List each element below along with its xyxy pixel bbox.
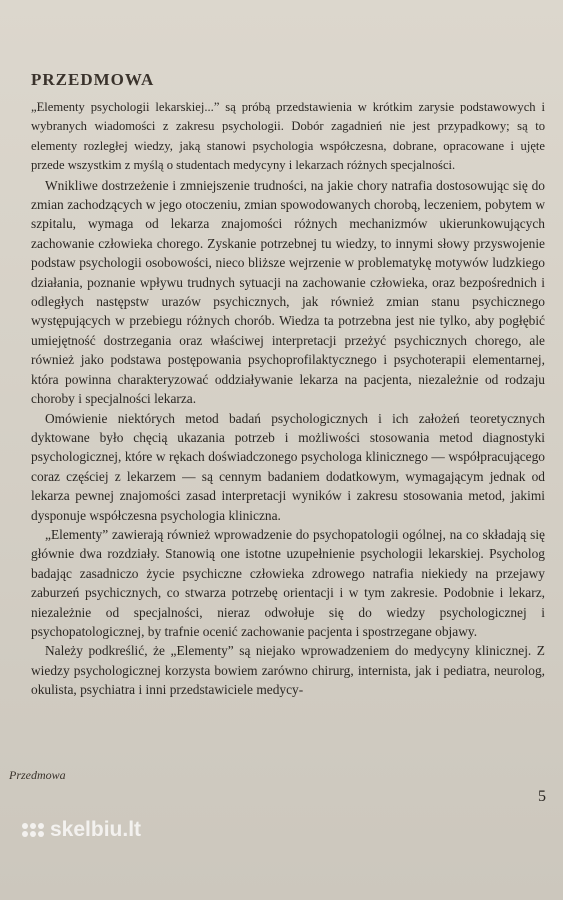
page-body <box>31 98 545 700</box>
paragraph-1: „Elementy psychologii lekarskiej...” są próbą przedstawienia w krótkim zarysie podstawowych i wybranych wiadomości z zakresu psychologii. Dobór zagadnień nie jest przypadkowy; są to elementy rozległej wiedzy, jaką stanowi psychologia współczesna, dobrane, opracowane i ujęte przede wszystkim z myślą o studentach medycyny i lekarzach różnych specjalności. <box>31 100 545 173</box>
paragraph-5: Należy podkreślić, że „Elementy” są niejako wprowadzeniem do medycyny klinicznej. Z wiedzy psychologicznej korzysta bowiem zarówno chirurg, internista, jak i pediatra, neurolog, okulista, psychiatra i inni przedstawiciele medycy- <box>31 643 545 698</box>
page-title: PRZEDMOWA <box>31 70 155 89</box>
running-footer: Przedmowa <box>9 768 66 782</box>
watermark-text: skelbiu.lt <box>50 818 142 841</box>
paragraph-2: Wnikliwe dostrzeżenie i zmniejszenie trudności, na jakie chory natrafia dostosowując się do zmian zachodzących w jego otoczeniu, zmian spowodowanych chorobą, leczeniem, pobytem w szpitalu, wymaga od lekarza znajomości różnych mechanizmów ukierunkowujących zachowanie człowieka chorego. Zyskanie potrzebnej tu wiedzy, to innymi słowy przyswojenie podstaw psychologii osobowości, nieco bliższe wejrzenie w problematykę motywów ludzkiego działania, poznanie wpływu trudnych sytuacji na zachowanie człowieka, oraz bezpośrednich i odległych następstw urazów psychicznych, jak również zmian stanu psychicznego występujących w przebiegu różnych chorób. Wiedza ta potrzebna jest nie tylko, aby pogłębić umiejętność dostrzegania oraz właściwej interpretacji przeżyć psychicznych chorego, ale również jako podstawa postępowania psychoprofilaktycznego i psychoterapii elementarnej, która powinna charakteryzować oddziaływanie lekarza na pacjenta, niezależnie od rodzaju choroby i specjalności lekarza. <box>31 177 545 407</box>
watermark <box>22 818 141 842</box>
paragraph-4: „Elementy” zawierają również wprowadzenie do psychopatologii ogólnej, na co składają się głównie dwa rozdziały. Stanowią one istotne uzupełnienie psychologii lekarskiej. Psycholog badając zasadniczo życie psychiczne człowieka zdrowego natrafia niekiedy na przejawy zaburzeń psychicznych, co stwarza potrzebę orientacji i w tym zakresie. Podobnie i lekarz, niezależnie od specjalności, nieraz odwołuje się do wiedzy psychologicznej i psychopatologicznej, by trafnie ocenić zachowanie pacjenta i spostrzegane objawy. <box>31 526 545 639</box>
paragraph-3: Omówienie niektórych metod badań psychologicznych i ich założeń teoretycznych dyktowane było chęcią ukazania potrzeb i możliwości stosowania metod diagnostyki psychologicznej, które w rękach doświadczonego psychologa klinicznego — współpracującego coraz częściej z lekarzem — są cennym badaniem dodatkowym, wymagającym jednak od lekarza pewnej znajomości zasad interpretacji wyników i zakresu stosowania metod, jakimi dysponuje współczesna psychologia kliniczna. <box>31 410 545 523</box>
dots-grid-icon <box>22 823 44 837</box>
page-number: 5 <box>538 788 546 805</box>
